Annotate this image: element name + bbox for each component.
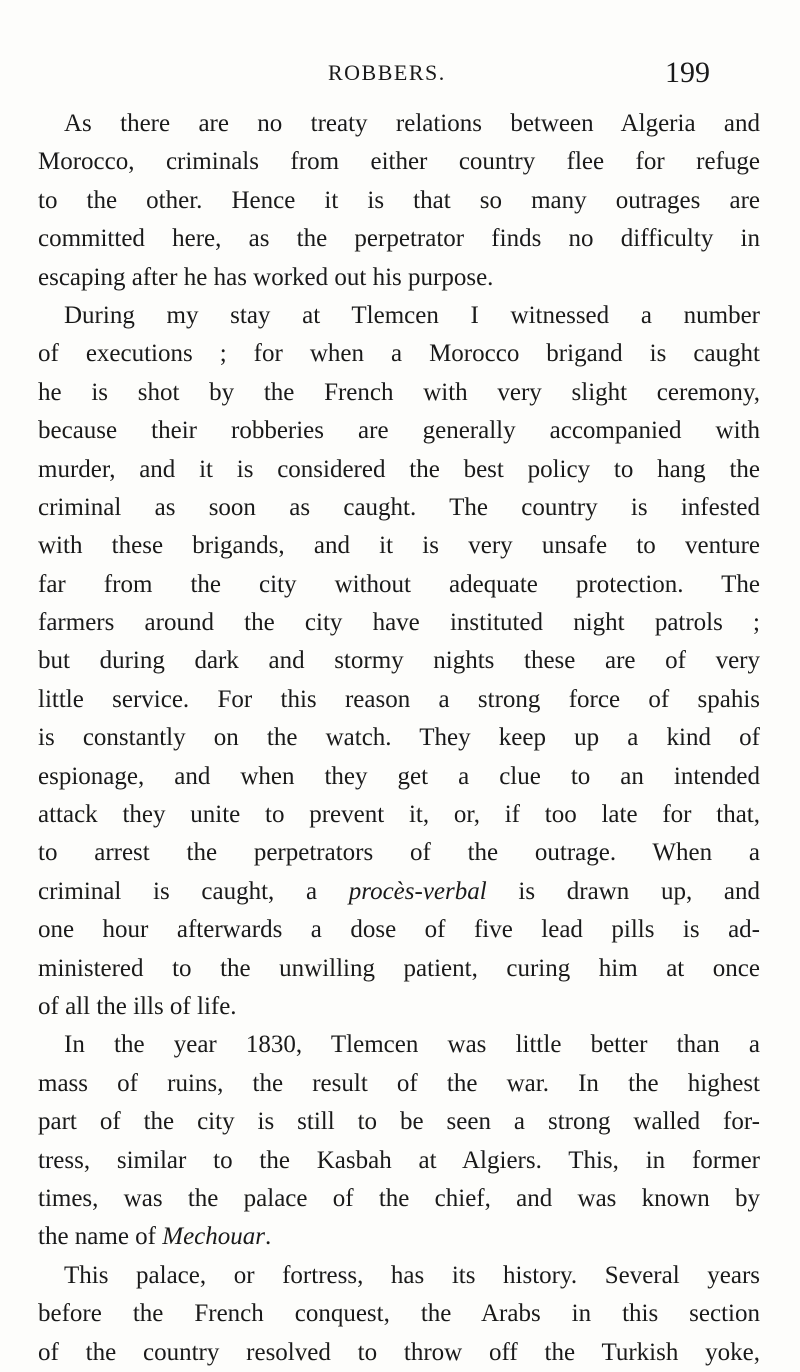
text-segment: is drawn up, and xyxy=(486,877,760,905)
text-line xyxy=(38,1218,760,1256)
text-line: is constantly on the watch. They keep up a kind of xyxy=(38,724,760,752)
text-line: because their robberies are generally accompanied with xyxy=(38,417,760,445)
running-title: ROBBERS. xyxy=(328,60,446,85)
text-segment: . xyxy=(265,1223,272,1251)
text-line: little service. For this reason a strong force of spahis xyxy=(38,685,760,713)
text-line: committed here, as the perpetrator finds no difficulty in xyxy=(38,225,760,253)
page-number: 199 xyxy=(665,56,710,89)
text-segment: the name of xyxy=(38,1223,163,1251)
text-line: farmers around the city have instituted night patrols ; xyxy=(38,609,760,637)
text-line: In the year 1830, Tlemcen was little better than a xyxy=(64,1031,760,1059)
text-line: escaping after he has worked out his purpose. xyxy=(38,263,494,291)
text-line: part of the city is still to be seen a strong walled for- xyxy=(38,1108,760,1136)
italic-term: Mechouar xyxy=(162,1223,266,1251)
running-head xyxy=(0,56,800,96)
text-line: Morocco, criminals from either country flee for refuge xyxy=(38,148,760,176)
text-line: of executions ; for when a Morocco brigand is caught xyxy=(38,340,760,368)
text-line: tress, similar to the Kasbah at Algiers. This, in former xyxy=(38,1146,760,1174)
text-line: before the French conquest, the Arabs in this section xyxy=(38,1300,760,1328)
text-line: attack they unite to prevent it, or, if too late for that, xyxy=(38,801,760,829)
text-line: with these brigands, and it is very unsafe to venture xyxy=(38,532,760,560)
text-line: of the country resolved to throw off the Turkish yoke, xyxy=(38,1338,760,1366)
text-segment: criminal is caught, a xyxy=(38,877,349,905)
text-line: During my stay at Tlemcen I witnessed a number xyxy=(64,301,760,329)
text-line: of all the ills of life. xyxy=(38,992,237,1020)
text-line: murder, and it is considered the best policy to hang the xyxy=(38,455,760,483)
text-line: This palace, or fortress, has its history. Several years xyxy=(64,1261,760,1289)
text-line: to arrest the perpetrators of the outrage. When a xyxy=(38,839,760,867)
text-line xyxy=(38,873,760,911)
text-line: he is shot by the French with very slight ceremony, xyxy=(38,378,760,406)
body-text xyxy=(38,105,760,1372)
text-line: far from the city without adequate protection. The xyxy=(38,570,760,598)
italic-term: procès-verbal xyxy=(348,877,487,905)
text-line: mass of ruins, the result of the war. In the highest xyxy=(38,1069,760,1097)
text-line: one hour afterwards a dose of five lead pills is ad- xyxy=(38,916,760,944)
text-line: but during dark and stormy nights these are of very xyxy=(38,647,760,675)
text-line: to the other. Hence it is that so many outrages are xyxy=(38,186,760,214)
text-line: times, was the palace of the chief, and was known by xyxy=(38,1184,760,1212)
text-line: ministered to the unwilling patient, curing him at once xyxy=(38,954,760,982)
text-line: criminal as soon as caught. The country is infested xyxy=(38,493,760,521)
text-line: As there are no treaty relations between Algeria and xyxy=(64,110,760,137)
text-line: espionage, and when they get a clue to an intended xyxy=(38,762,760,790)
